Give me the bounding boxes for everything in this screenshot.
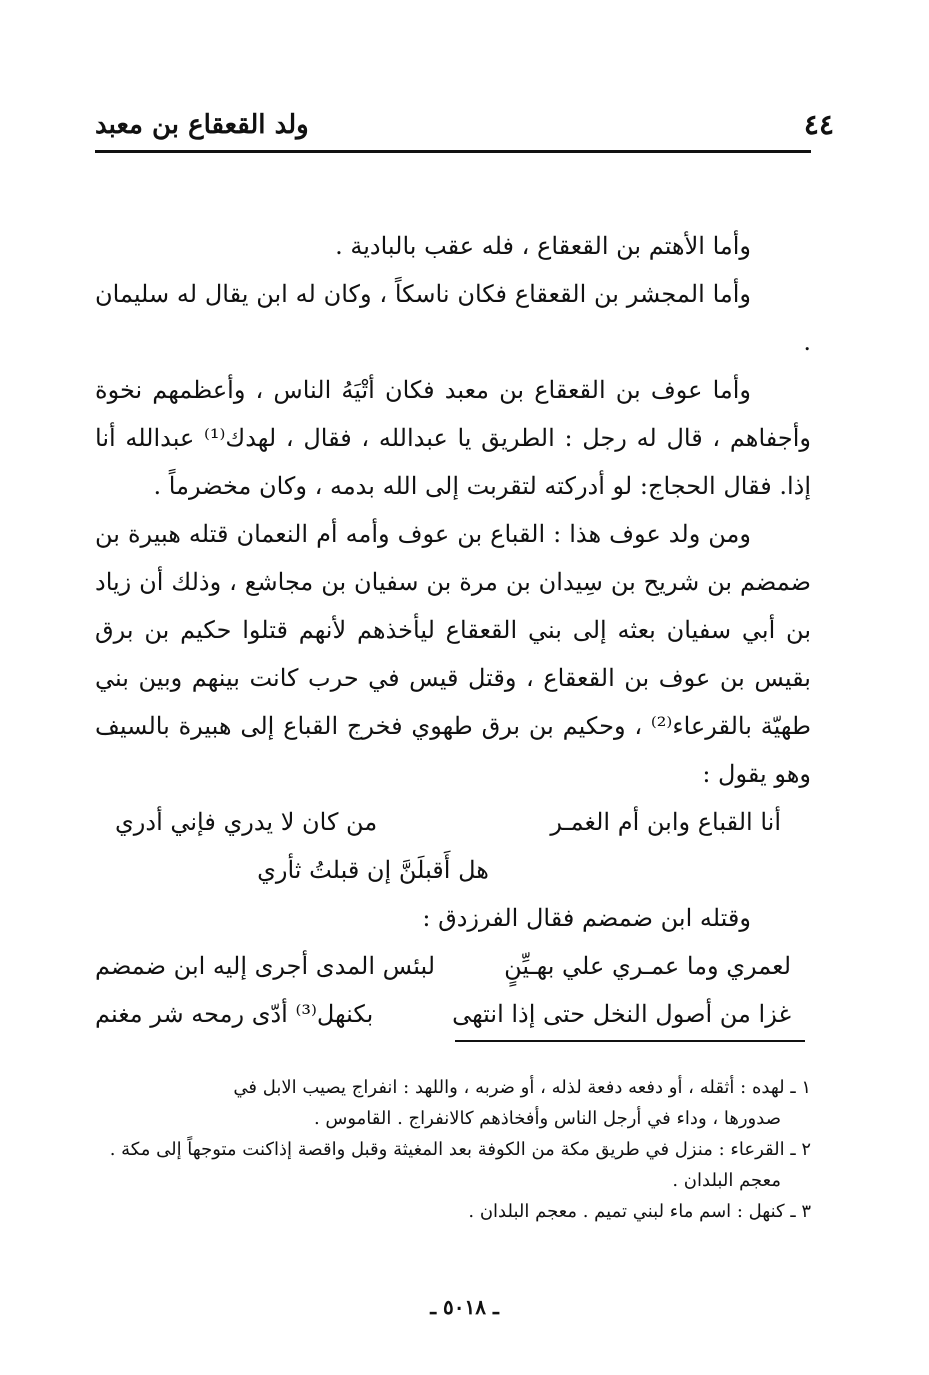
footnote-text: صدورها ، وداء في أرجل الناس وأفخاذهم كالانفراج . القاموس . [313, 1108, 781, 1129]
footnote-text: معجم البلدان . [672, 1170, 781, 1191]
verse-hemistich: لعمري وما عمـري علي بهـيِّنٍ [504, 952, 791, 980]
folio-number: ـ ٥٠١٨ ـ [430, 1295, 499, 1319]
paragraph-awf: وأما عوف بن القعقاع بن معبد فكان أتْيَهُ الناس ، وأعظمهم نخوة وأجفاهم ، قال له رجل : الطريق يا عبدالله ، فقال ، لهدك⁽¹⁾ عبدالله أنا إذا. فقال الحجاج: لو أدركته لتقربت إلى الله بدمه ، وكان مخضرماً . [95, 376, 811, 500]
verse-hemistich: أنا القباع وابن أم الغمـر [550, 808, 781, 836]
footnote-text: ١ ـ لهده : أثقله ، أو دفعه دفعة لذله ، أو ضربه ، واللهد : انفراج يصيب الابل في [233, 1077, 811, 1098]
footnote-text: ٢ ـ القرعاء : منزل في طريق مكة من الكوفة بعد المغيثة وقبل واقصة إذاكنت متوجهاً إلى مكة . [109, 1139, 811, 1160]
verse-line-2: هل أَقبلَنَّ إن قبلتُ ثأري [257, 856, 489, 884]
running-title: ولد القعقاع بن معبد [95, 110, 309, 140]
paragraph-ahtam: وأما الأهتم بن القعقاع ، فله عقب بالبادية . [335, 232, 751, 260]
page-number: ٤٤ [803, 108, 834, 141]
verse-line-3 [95, 942, 811, 990]
footnotes [95, 1072, 811, 1227]
verse-hemistich: لبئس المدى أجرى إليه ابن ضمضم [95, 952, 436, 980]
footnote-2 [95, 1134, 811, 1196]
verse-line-4 [95, 990, 811, 1038]
verse-hemistich: بكنهل⁽³⁾ أدّى رمحه شر مغنم [95, 1000, 374, 1028]
footnote-1 [95, 1072, 811, 1134]
footnote-3 [95, 1196, 811, 1227]
page-header [95, 108, 834, 148]
verse-hemistich: من كان لا يدري فإني أدري [115, 808, 378, 836]
verse-hemistich: غزا من أصول النخل حتى إذا انتهى [452, 1000, 791, 1028]
paragraph-qubba: ومن ولد عوف هذا : القباع بن عوف وأمه أم النعمان قتله هبيرة بن ضمضم بن شريح بن سِيدان بن مرة بن سفيان بن مجاشع ، وذلك أن زياد بن أبي سفيان بعثه إلى بني القعقاع ليأخذهم لأنهم قتلوا حكيم بن برق بقيس بن عوف بن القعقاع ، وقتل قيس في حرب كانت بينهم وبين بني طهيّة بالقرعاء⁽²⁾ ، وحكيم بن برق طهوي فخرج القباع إلى هبيرة بالسيف وهو يقول : [95, 520, 812, 788]
paragraph-farazdaq: وقتله ابن ضمضم فقال الفرزدق : [422, 904, 751, 932]
paragraph-mujashshir: وأما المجشر بن القعقاع فكان ناسكاً ، وكان له ابن يقال له سليمان . [95, 280, 811, 356]
main-text [95, 222, 811, 1038]
verse-line-1 [95, 798, 811, 846]
footnote-text: ٣ ـ كنهل : اسم ماء لبني تميم . معجم البلدان . [468, 1201, 811, 1222]
footnote-rule [455, 1040, 805, 1042]
header-rule [95, 150, 811, 153]
